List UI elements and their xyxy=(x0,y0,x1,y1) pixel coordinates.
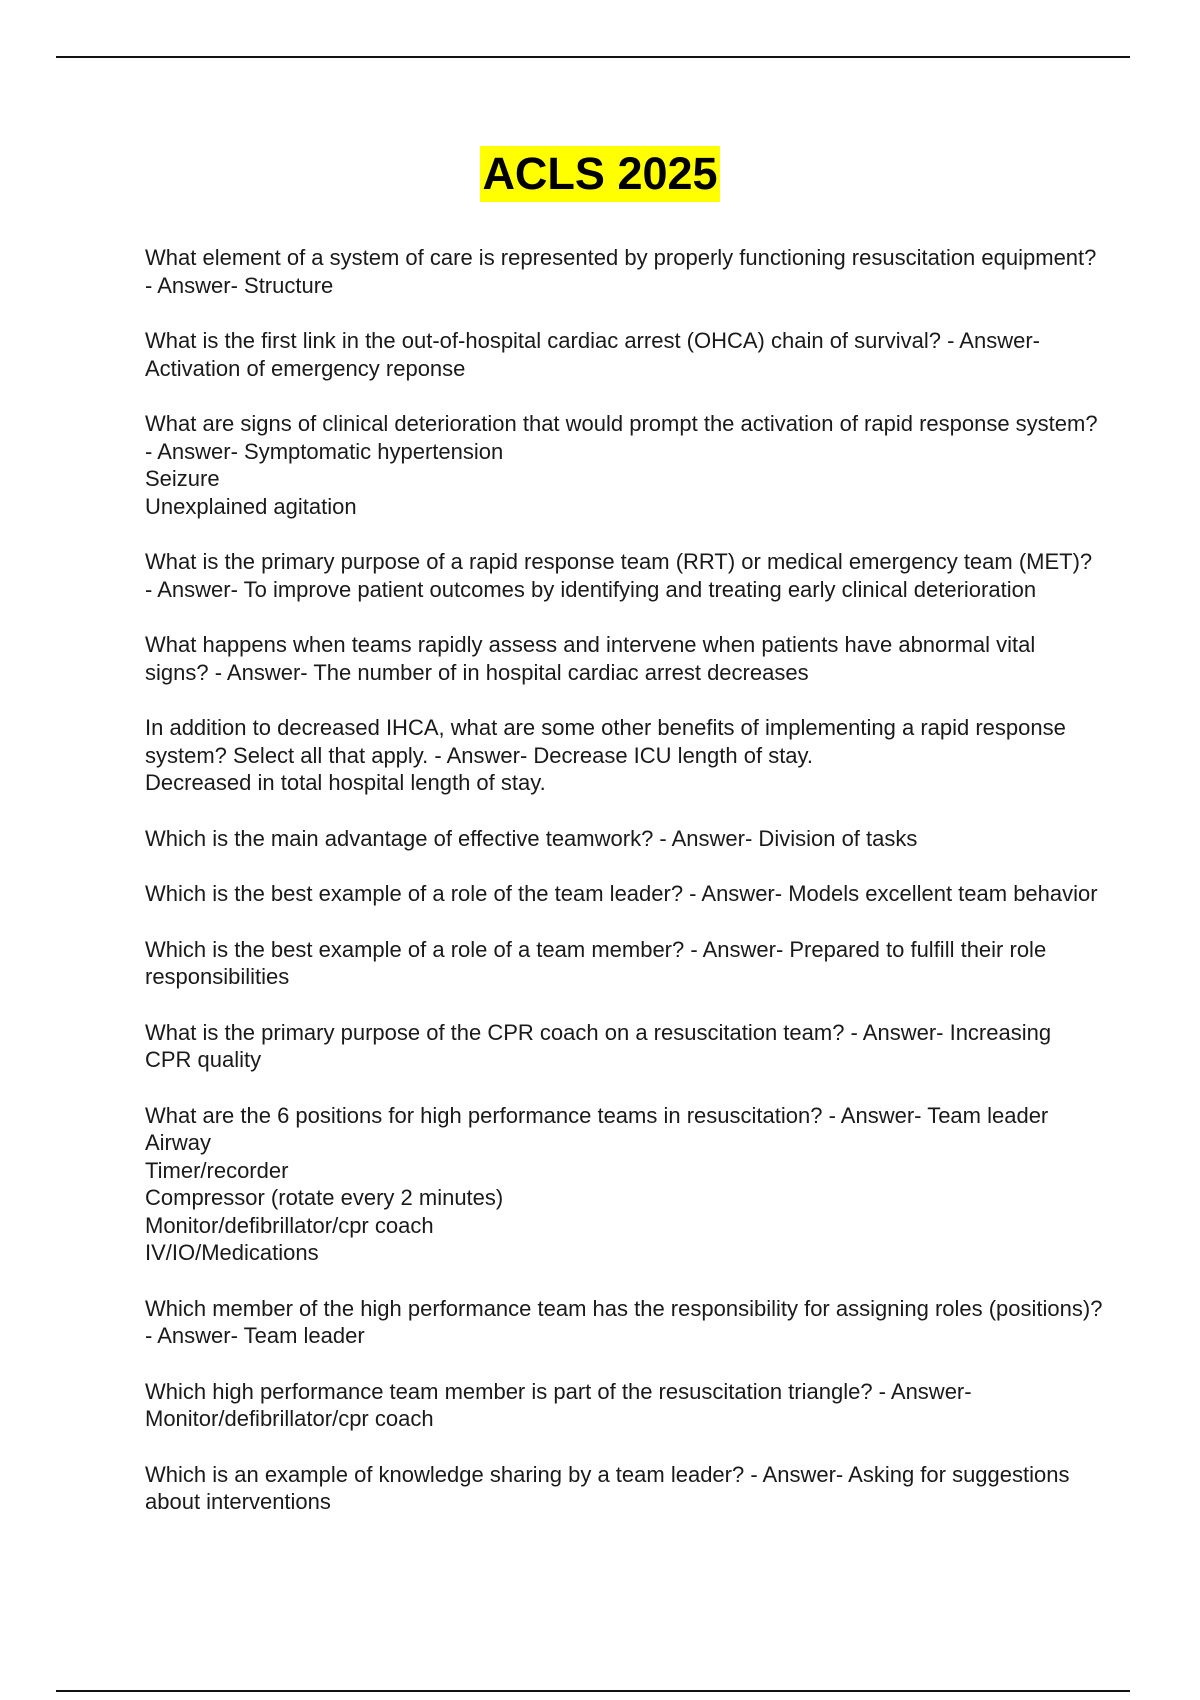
qa-line: Which high performance team member is part of the resuscitation triangle? - Answer- xyxy=(145,1378,972,1404)
qa-item xyxy=(145,548,1195,603)
qa-item xyxy=(145,410,1195,520)
qa-line: Which is the best example of a role of the team leader? - Answer- Models excellent team behavior xyxy=(145,881,1098,906)
qa-line: Timer/recorder xyxy=(145,1157,289,1183)
qa-line: - Answer- Team leader xyxy=(145,1323,365,1348)
qa-line: Compressor (rotate every 2 minutes) xyxy=(145,1185,504,1210)
qa-line: Activation of emergency reponse xyxy=(145,355,466,381)
qa-line: Monitor/defibrillator/cpr coach xyxy=(145,1212,434,1238)
qa-line: CPR quality xyxy=(145,1047,262,1072)
qa-line: What element of a system of care is represented by properly functioning resuscitation equipment? xyxy=(145,245,1097,270)
qa-line: Which member of the high performance team has the responsibility for assigning roles (positions)? xyxy=(145,1295,1103,1321)
qa-item xyxy=(145,880,1195,908)
qa-item xyxy=(145,327,1195,382)
qa-item xyxy=(145,631,1195,686)
qa-item xyxy=(145,1295,1195,1350)
qa-line: Monitor/defibrillator/cpr coach xyxy=(145,1406,434,1431)
bottom-divider xyxy=(56,1690,1130,1692)
qa-line: signs? - Answer- The number of in hospital cardiac arrest decreases xyxy=(145,659,809,685)
qa-line: What are the 6 positions for high performance teams in resuscitation? - Answer- Team leader xyxy=(145,1102,1049,1128)
top-divider xyxy=(56,56,1130,58)
qa-line: Unexplained agitation xyxy=(145,493,357,519)
qa-line: What are signs of clinical deterioration that would prompt the activation of rapid response system? xyxy=(145,411,1098,436)
title-container xyxy=(0,146,1200,202)
qa-line: Airway xyxy=(145,1130,212,1155)
qa-line: about interventions xyxy=(145,1489,331,1514)
qa-line: Which is an example of knowledge sharing by a team leader? - Answer- Asking for suggestions xyxy=(145,1461,1070,1487)
qa-item xyxy=(145,244,1195,299)
qa-line: What happens when teams rapidly assess and intervene when patients have abnormal vital xyxy=(145,632,1036,657)
qa-line: - Answer- Symptomatic hypertension xyxy=(145,438,504,464)
qa-line: Which is the main advantage of effective teamwork? - Answer- Division of tasks xyxy=(145,825,918,851)
qa-line: - Answer- Structure xyxy=(145,272,334,298)
qa-line: system? Select all that apply. - Answer- Decrease ICU length of stay. xyxy=(145,742,814,768)
qa-line: IV/IO/Medications xyxy=(145,1240,319,1265)
qa-line: Decreased in total hospital length of stay. xyxy=(145,770,546,795)
qa-item xyxy=(145,1102,1195,1267)
qa-line: Which is the best example of a role of a team member? - Answer- Prepared to fulfill their role xyxy=(145,936,1047,962)
qa-list xyxy=(145,244,1195,1544)
qa-line: In addition to decreased IHCA, what are some other benefits of implementing a rapid response xyxy=(145,715,1066,740)
page-title: ACLS 2025 xyxy=(480,146,719,202)
qa-item xyxy=(145,1019,1195,1074)
qa-line: - Answer- To improve patient outcomes by identifying and treating early clinical deterioration xyxy=(145,576,1037,602)
qa-line: What is the primary purpose of the CPR coach on a resuscitation team? - Answer- Increasing xyxy=(145,1019,1052,1045)
qa-item xyxy=(145,1461,1195,1516)
qa-item xyxy=(145,936,1195,991)
qa-item xyxy=(145,714,1195,797)
qa-line: What is the first link in the out-of-hospital cardiac arrest (OHCA) chain of survival? - Answer- xyxy=(145,328,1040,353)
qa-line: Seizure xyxy=(145,466,220,491)
qa-item xyxy=(145,1378,1195,1433)
qa-line: What is the primary purpose of a rapid response team (RRT) or medical emergency team (MET)? xyxy=(145,549,1093,574)
qa-line: responsibilities xyxy=(145,964,290,989)
qa-item xyxy=(145,825,1195,853)
